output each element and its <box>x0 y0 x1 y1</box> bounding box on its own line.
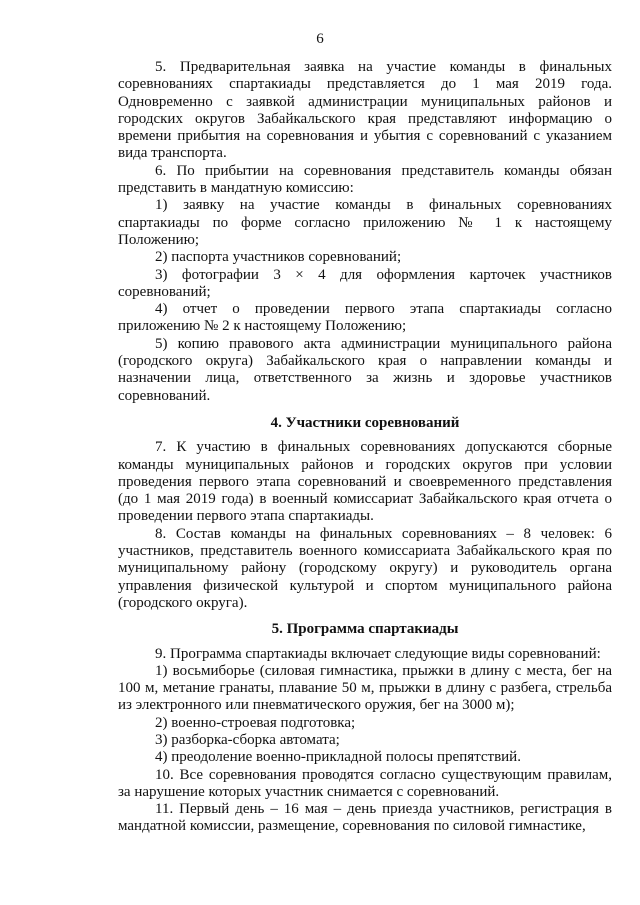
list-item: 2) военно-строевая подготовка; <box>155 714 356 731</box>
list-item: 4) преодоление военно-прикладной полосы препятствий. <box>155 749 521 766</box>
list-item: 2) паспорта участников соревнований; <box>155 249 402 266</box>
list-item: 3) разборка-сборка автомата; <box>155 731 340 748</box>
paragraph-10: 10. Все соревнования проводятся согласно существующим правилам, за нарушение которых участник снимается с соревнований. <box>118 766 612 800</box>
list-item: 1) восьмиборье (силовая гимнастика, прыжки в длину с места, бег на 100 м, метание гранаты, плавание 50 м, прыжки в длину с разбега, стрельба из электронного или пневматического оружия, бег на 3000 м); <box>118 662 612 714</box>
paragraph-6: 6. По прибытии на соревнования представитель команды обязан представить в мандатную комиссию: <box>118 162 612 197</box>
section-heading-participants: 4. Участники соревнований <box>270 414 460 431</box>
document-body <box>118 59 612 836</box>
page-number: 6 <box>316 31 324 47</box>
list-item: 3) фотографии 3 × 4 для оформления карточек участников соревнований; <box>118 266 612 300</box>
paragraph-5: 5. Предварительная заявка на участие команды в финальных соревнованиях спартакиады представляется до 1 мая 2019 года. Одновременно с заявкой администрации муниципальных районов и городских округов Забайкальского края представляют информацию о времени прибытия на соревнования и убытия с соревнований с указанием вида транспорта. <box>118 59 612 162</box>
paragraph-8: 8. Состав команды на финальных соревнованиях – 8 человек: 6 участников, представитель военного комиссариата Забайкальского края по муниципальному району (городскому округу) и руководитель органа управления физической культурой и спортом муниципального района (городского округа). <box>118 525 612 611</box>
section-heading-program: 5. Программа спартакиады <box>271 621 459 638</box>
paragraph-7: 7. К участию в финальных соревнованиях допускаются сборные команды муниципальных районов и городских округов при условии проведения первого этапа соревнований и своевременного представления (до 1 мая 2019 года) в военный комиссариат Забайкальского края отчета о проведении первого этапа спартакиады. <box>118 439 612 525</box>
paragraph-9: 9. Программа спартакиады включает следующие виды соревнований: <box>155 645 601 662</box>
list-item: 4) отчет о проведении первого этапа спартакиады согласно приложению № 2 к настоящему Положению; <box>118 301 612 335</box>
paragraph-11: 11. Первый день – 16 мая – день приезда участников, регистрация в мандатной комиссии, размещение, соревнования по силовой гимнастике, <box>118 801 612 835</box>
list-item: 1) заявку на участие команды в финальных соревнованиях спартакиады по форме согласно приложению № 1 к настоящему Положению; <box>118 197 612 248</box>
list-item: 5) копию правового акта администрации муниципального района (городского округа) Забайкальского края о направлении команды и назначении лица, ответственного за жизнь и здоровье участников соревнований. <box>118 335 612 404</box>
